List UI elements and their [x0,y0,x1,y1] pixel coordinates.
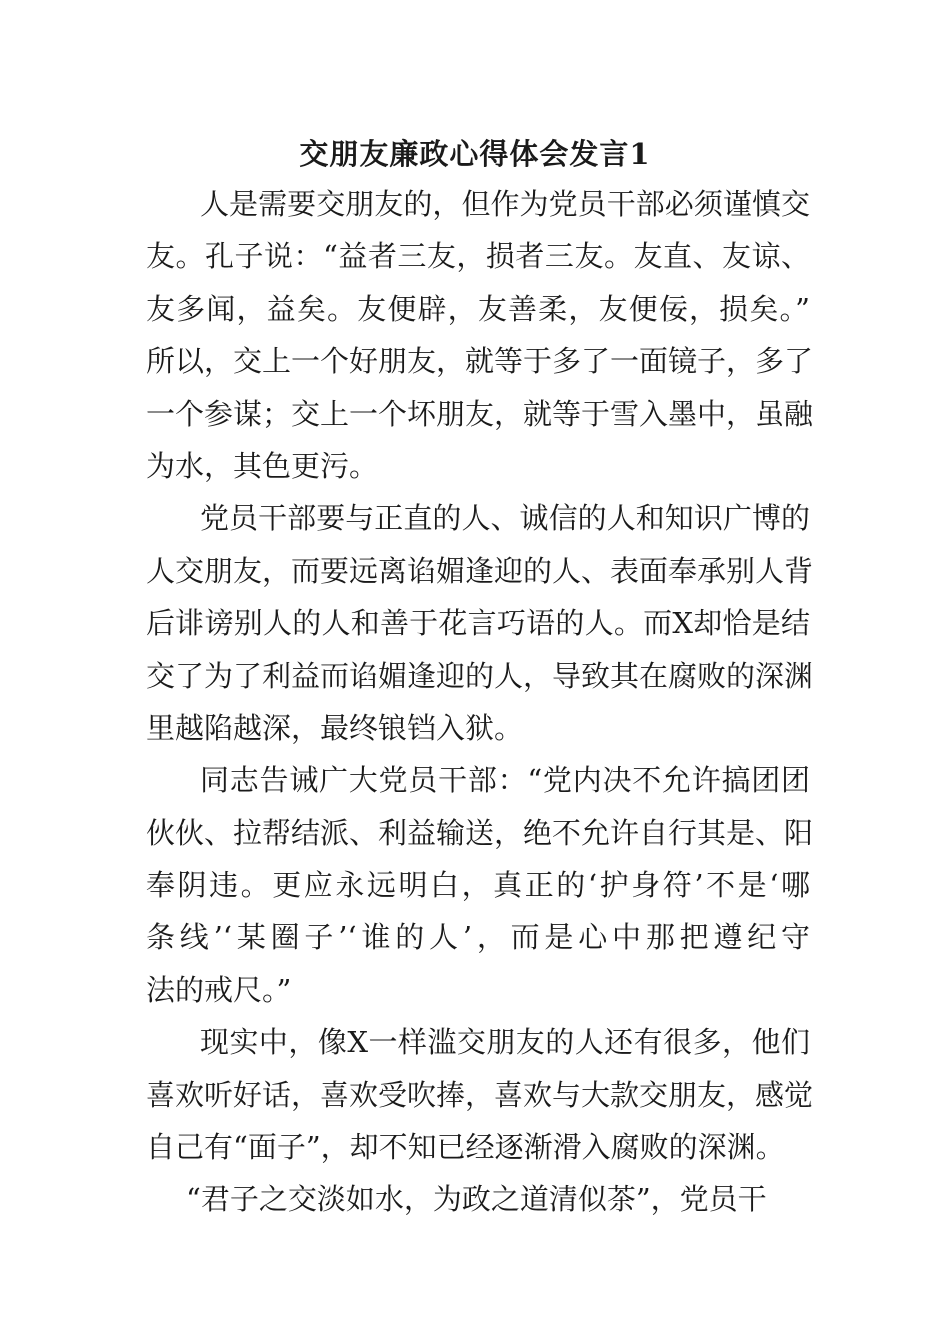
paragraph-3-line-1: 同志告诫广大党员干部：“党内决不允许搞团团 [200,763,810,798]
paragraph-3-line-4: 条线’‘某圈子’‘谁的人’，而是心中那把遵纪守 [146,920,810,955]
paragraph-2-line-3: 后诽谤别人的人和善于花言巧语的人。而X却恰是结 [146,606,810,641]
paragraph-2-line-5: 里越陷越深，最终锒铛入狱。 [146,710,524,745]
paragraph-2-line-1: 党员干部要与正直的人、诚信的人和知识广博的 [200,501,810,536]
paragraph-2-line-4: 交了为了利益而谄媚逢迎的人，导致其在腐败的深渊 [146,658,814,693]
paragraph-1-line-1: 人是需要交朋友的，但作为党员干部必须谨慎交 [200,187,810,221]
paragraph-4-line-3: 自己有“面子”，却不知已经逐渐滑入腐败的深渊。 [146,1130,785,1165]
paragraph-1-line-4: 所以，交上一个好朋友，就等于多了一面镜子，多了 [146,344,814,379]
document-body [146,178,814,1226]
paragraph-3-line-5: 法的戒尺。” [146,972,292,1007]
paragraph-1-line-5: 一个参谋；交上一个坏朋友，就等于雪入墨中，虽融 [146,396,814,431]
paragraph-5-line-1: “君子之交淡如水，为政之道清似茶”，党员干 [186,1182,767,1217]
paragraph-1-line-6: 为水，其色更污。 [146,448,379,483]
paragraph-1-line-2: 友。孔子说：“益者三友，损者三友。友直、友谅、 [146,239,810,274]
paragraph-2-line-2: 人交朋友，而要远离谄媚逢迎的人、表面奉承别人背 [146,553,814,588]
document-title: 交朋友廉政心得体会发言1 [299,137,651,171]
paragraph-4-line-2: 喜欢听好话，喜欢受吹捧，喜欢与大款交朋友，感觉 [146,1077,814,1112]
paragraph-3-line-3: 奉阴违。更应永远明白，真正的‘护身符’不是‘哪 [146,868,810,903]
paragraph-1-line-3: 友多闻，益矣。友便辟，友善柔，友便佞，损矣。” [146,291,810,326]
paragraph-3-line-2: 伙伙、拉帮结派、利益输送，绝不允许自行其是、阳 [146,815,814,850]
paragraph-4-line-1: 现实中，像X一样滥交朋友的人还有很多，他们 [200,1025,810,1060]
